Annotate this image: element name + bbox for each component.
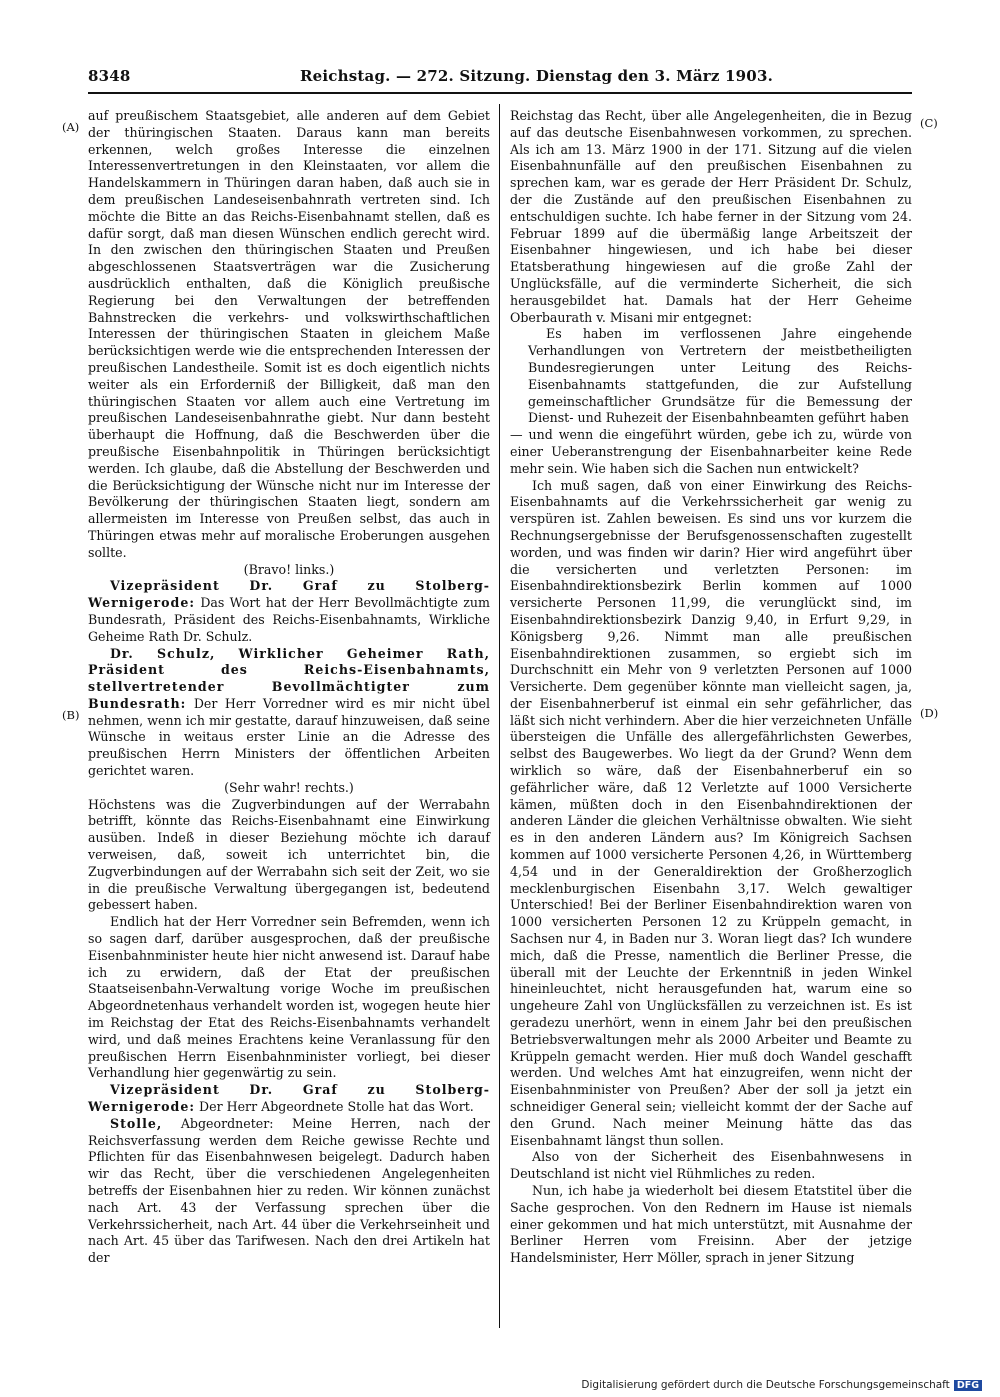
speaker-name: Vizepräsident Dr. Graf zu Stolberg-Wernigerode:: [88, 1082, 490, 1115]
paragraph: Ich muß sagen, daß von einer Einwirkung des Reichs-Eisenbahnamts auf die Verkehrssicherheit gar wenig zu verspüren ist. Zahlen beweisen. Es sind uns vor kurzem die Rechnungsergebnisse der Berufsgenossenschaften zugestellt worden, und was finden wir darin? Hier wird angeführt über die versicherten und verletzten Personen: im Eisenbahndirektionsbezirk Berlin kommen auf 1000 versicherte Personen 11,99, die verunglückt sind, im Eisenbahndirektionsbezirk Danzig 9,40, in Erfurt 9,29, in Königsberg 9,26. Nimmt man alle preußischen Eisenbahndirektionen zusammen, so ergiebt sich im Durchschnitt ein Mehr von 9 verletzten Personen auf 1000 Versicherte. Dem gegenüber könnte man vielleicht sagen, ja, der Eisenbahnerberuf ist einmal ein sehr gefährlicher, das läßt sich nicht verhindern. Aber die hier verzeichneten Unfälle übersteigen die Unfälle des allergefährlichsten Gewerbes, selbst des Baugewerbes. Wo liegt da der Grund? Wenn dem wirklich so wäre, daß der Eisenbahnerberuf ein so gefährlicher wäre, daß 12 Verletzte auf 1000 Versicherte kämen, müßten doch in den Eisenbahndirektionen der anderen Länder die gleichen Verhältnisse obwalten. Wie sieht es in den anderen Ländern aus? Im Königreich Sachsen kommen auf 1000 versicherte Personen 4,26, in Württemberg 4,54 und in der Generaldirektion der Großherzoglich mecklenburgischen Eisenbahn 3,17. Welch gewaltiger Unterschied! Bei der Berliner Eisenbahndirektion waren von 1000 versicherten Personen 12 zu Krüppeln gemacht, in Sachsen nur 4, in Baden nur 3. Woran liegt das? Ich wundere mich, daß die Presse, namentlich die Berliner Presse, die überall mit der Leuchte der Erkenntniß in jeden Winkel hineinleuchtet, nicht herausgefunden hat, warum eine so ungeheure Zahl von Unglücksfällen zu verzeichnen ist. Es ist geradezu unerhört, wenn in einem Jahr bei den preußischen Betriebsverwaltungen mehr als 2000 Arbeiter und Beamte zu Krüppeln gemacht werden. Hier muß doch Wandel geschafft werden. Und welches Amt hat einzugreifen, wenn nicht der Eisenbahnminister von Preußen? Aber der soll ja jetzt ein schneidiger General sein; vielleicht kommt der der Sache auf den Grund. Nach meiner Meinung hätte das das Eisenbahnamt längst thun sollen.: [510, 477, 912, 1148]
paragraph: auf preußischem Staatsgebiet, alle anderen auf dem Gebiet der thüringischen Staaten. Daraus kann man bereits erkennen, welch großes Interesse die einzelnen Interessenvertretungen in den Kleinstaaten, vor allem die Handelskammern in Thüringen daran haben, daß auch sie in dem preußischen Landeseisenbahnrath vertreten sind. Ich möchte die Bitte an das Reichs-Eisenbahnamt stellen, daß es dafür sorgt, daß man diesen Wünschen endlich gerecht wird. In den zwischen den thüringischen Staaten und Preußen abgeschlossenen Staatsverträgen war die Zusicherung ausdrücklich enthalten, daß die Königlich preußische Regierung bei den Verwaltungen der betreffenden Bahnstrecken die verkehrs- und volkswirthschaftlichen Interessen der thüringischen Staaten in gleichem Maße berücksichtigen werde wie die entsprechenden Interessen der preußischen Landestheile. Somit ist es doch eigentlich nichts weiter als ein Erforderniß der Billigkeit, daß man den thüringischen Staaten vor allem auch eine Vertretung im preußischen Landeseisenbahnrathe giebt. Nur dann besteht überhaupt die Hoffnung, daß die Beschwerden über die preußische Eisenbahnpolitik in Thüringen berücksichtigt werden. Ich glaube, daß die Abstellung der Beschwerden und die Berücksichtigung der Wünsche nicht nur im Interesse der Bevölkerung der thüringischen Staaten liegt, sondern am allermeisten im Interesse von Preußen selbst, das auch in Thüringen etwas mehr auf moralische Eroberungen ausgehen sollte.: [88, 108, 490, 560]
paragraph: — und wenn die eingeführt würden, gebe ich zu, würde von einer Ueberanstrengung der Eisenbahnarbeiter keine Rede mehr sein. Wie haben sich die Sachen nun entwickelt?: [510, 427, 912, 476]
column-rule: [499, 104, 500, 1328]
digitization-credit: [581, 1379, 982, 1391]
header-rule: [88, 92, 912, 94]
applause-note: (Bravo! links.): [243, 561, 335, 577]
margin-marker-b: (B): [62, 708, 80, 722]
speech-text: Das Wort hat der Herr Bevollmächtigte zum Bundesrath, Präsident des Reichs-Eisenbahnamts, Wirkliche Geheime Rath Dr. Schulz.: [88, 595, 490, 644]
paragraph: Reichstag das Recht, über alle Angelegenheiten, die in Bezug auf das deutsche Eisenbahnwesen vorkommen, zu sprechen. Als ich am 13. März 1900 in der 171. Sitzung auf die vielen Eisenbahnunfälle auf den preußischen Eisenbahnen zu sprechen kam, war es gerade der Herr Präsident Dr. Schulz, der die Zustände auf den preußischen Eisenbahnen zu entschuldigen suchte. Ich habe ferner in der Sitzung vom 24. Februar 1899 auf die übermäßig lange Arbeitszeit der Eisenbahner hingewiesen, und ich habe bei dieser Etatsberathung hingewiesen auf die große Zahl der Unglücksfälle, auf die verminderte Sicherheit, die sich herausgebildet hat. Damals hat der Herr Geheime Oberbaurath v. Misani mir entgegnet:: [510, 108, 912, 325]
left-column: [88, 108, 490, 1267]
block-quote: [510, 326, 912, 427]
speech-text: Abgeordneter: Meine Herren, nach der Reichsverfassung werden dem Reiche gewisse Rechte und Pflichten für das Eisenbahnwesen beigelegt. Dadurch haben wir das Recht, über die verschiedenen Angelegenheiten betreffs der Eisenbahnen hier zu reden. Wir können zunächst nach Art. 43 der Verfassung sprechen über die Verkehrssicherheit, nach Art. 44 über die Verkehrseinheit und nach Art. 45 über das Tarifwesen. Nach den drei Artikeln hat der: [88, 1115, 490, 1266]
paragraph: Endlich hat der Herr Vorredner sein Befremden, wenn ich so sagen darf, darüber ausgesprochen, daß der preußische Eisenbahnminister heute hier nicht anwesend ist. Darauf habe ich zu erwidern, daß der Etat der preußischen Staatseisenbahn-Verwaltung vorige Woche im preußischen Abgeordnetenhaus verhandelt worden ist, wogegen heute hier im Reichstag der Etat des Reichs-Eisenbahnamts verhandelt wird, und daß meines Erachtens keine Veranlassung für den preußischen Herrn Eisenbahnminister vorliegt, bei dieser Verhandlung hier gegenwärtig zu sein.: [88, 914, 490, 1081]
margin-marker-c: (C): [920, 116, 938, 130]
speech-stolle: [88, 1116, 490, 1267]
page-number: 8348: [88, 67, 131, 85]
speech-schulz: [88, 646, 490, 780]
speaker-name: Vizepräsident Dr. Graf zu Stolberg-Wernigerode:: [88, 578, 490, 611]
speaker-name: Stolle,: [110, 1115, 163, 1131]
applause-note: (Sehr wahr! rechts.): [224, 779, 354, 795]
margin-marker-a: (A): [62, 120, 80, 134]
quote-text: Es haben im verflossenen Jahre eingehende Verhandlungen von Vertretern der meistbetheiligten Bundesregierungen unter Leitung des Reichs-Eisenbahnamts stattgefunden, die zur Aufstellung gemeinschaftlicher Grundsätze für die Bemessung der Dienst- und Ruhezeit der Eisenbahnbeamten geführt haben: [528, 326, 912, 426]
margin-marker-d: (D): [920, 706, 939, 720]
speaker-name: Dr. Schulz, Wirklicher Geheimer Rath, Präsident des Reichs-Eisenbahnamts, stellvertretender Bevollmächtigter zum Bundesrath:: [88, 645, 490, 711]
dfg-logo: DFG: [954, 1380, 982, 1391]
running-title: Reichstag. — 272. Sitzung. Dienstag den 3. März 1903.: [300, 67, 774, 85]
paragraph: Nun, ich habe ja wiederholt bei diesem Etatstitel über die Sache gesprochen. Von den Rednern im Hause ist niemals einer gekommen und hat mich unterstützt, mit Ausnahme der Berliner Herren vom Freisinn. Aber der jetzige Handelsminister, Herr Möller, sprach in jener Sitzung: [510, 1183, 912, 1266]
page-header: [88, 66, 912, 90]
paragraph: Höchstens was die Zugverbindungen auf der Werrabahn betrifft, könnte das Reichs-Eisenbahnamt eine Einwirkung ausüben. Indeß in dieser Beziehung möchte ich darauf verweisen, daß, soweit ich unterrichtet bin, die Zugverbindungen auf der Werrabahn sich seit der Zeit, wo sie in die preußische Verwaltung übergegangen ist, bedeutend gebessert haben.: [88, 796, 490, 913]
right-column: [510, 108, 912, 1267]
speech-text: Der Herr Abgeordnete Stolle hat das Wort.: [199, 1099, 474, 1115]
credit-text: Digitalisierung gefördert durch die Deutsche Forschungsgemeinschaft: [581, 1379, 950, 1391]
speech-vizepraesident-2: [88, 1082, 490, 1116]
speech-vizepraesident-1: [88, 578, 490, 645]
paragraph: Also von der Sicherheit des Eisenbahnwesens in Deutschland ist nicht viel Rühmliches zu reden.: [510, 1149, 912, 1182]
speech-text: Der Herr Vorredner wird es mir nicht übel nehmen, wenn ich mir gestatte, darauf hinzuweisen, daß seine Wünsche in weitaus erster Linie an die Adresse des preußischen Herrn Ministers der öffentlichen Arbeiten gerichtet waren.: [88, 695, 490, 779]
